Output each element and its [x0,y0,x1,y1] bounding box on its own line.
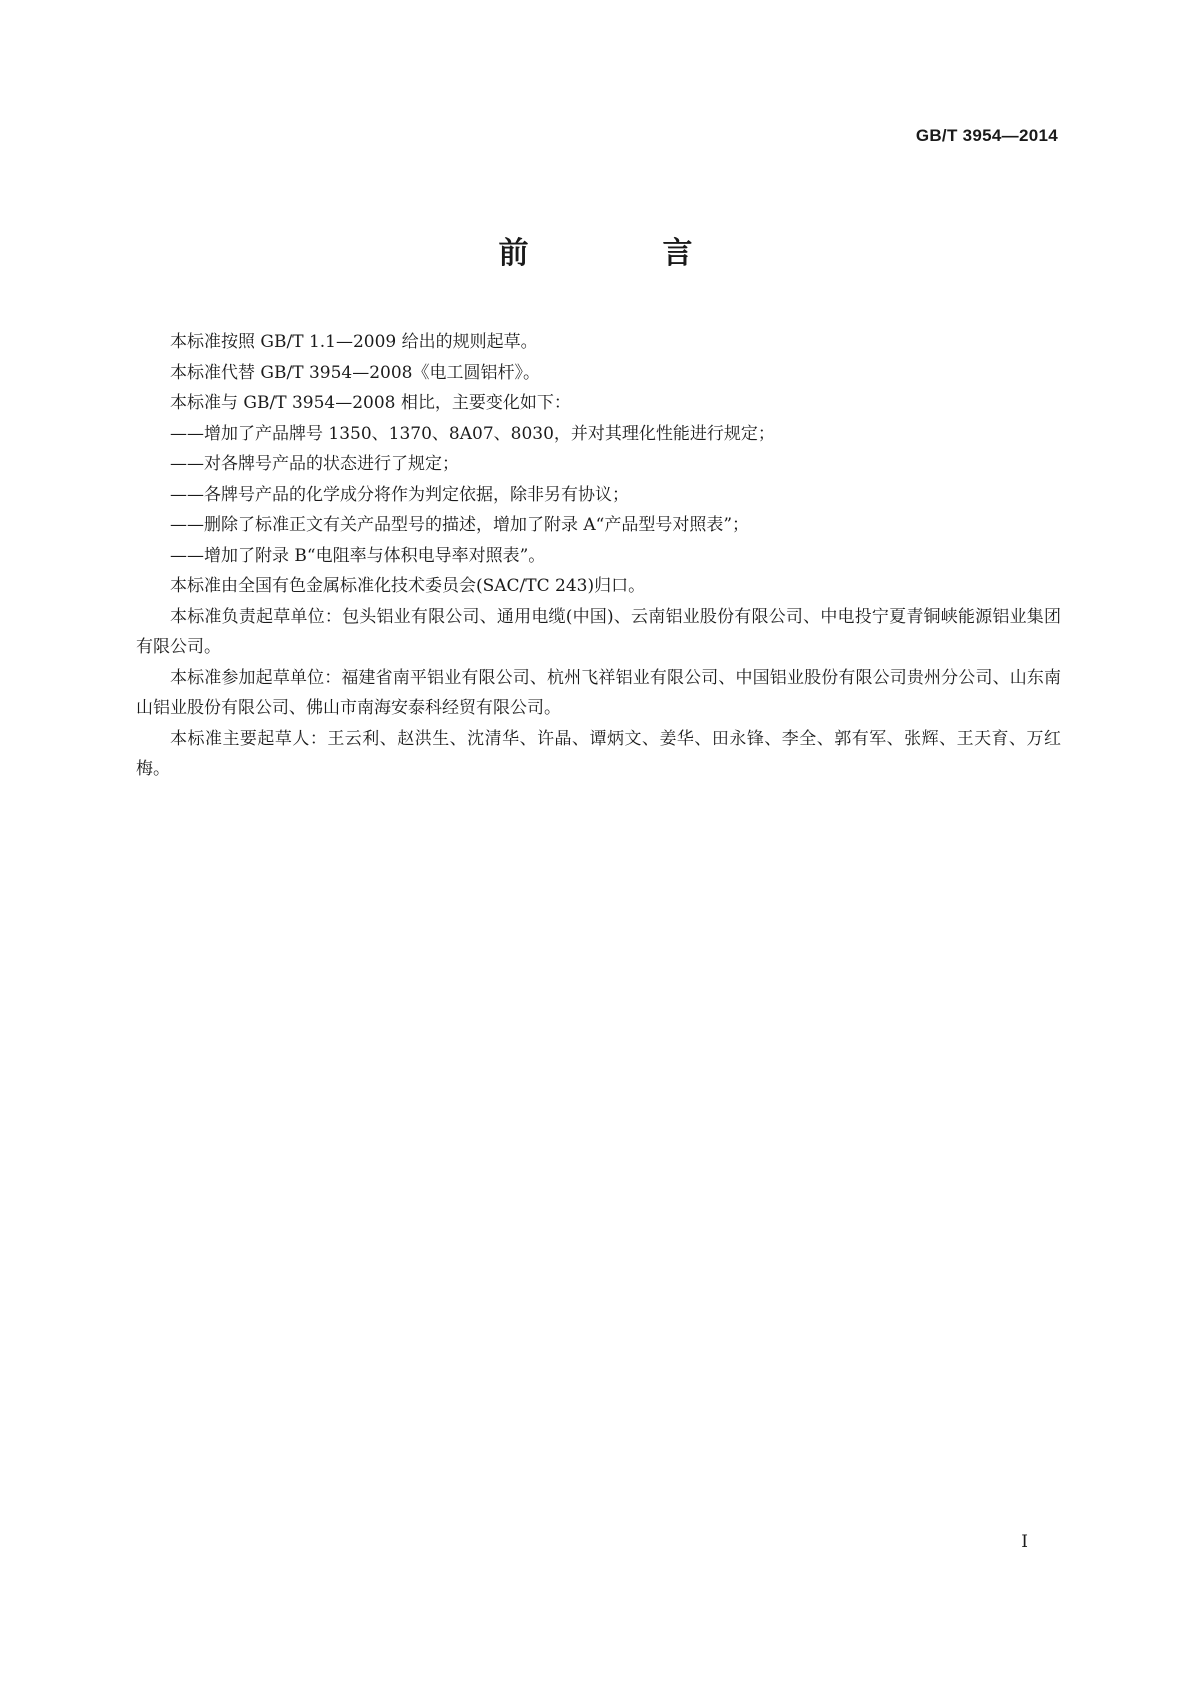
changes-intro-paragraph: 本标准与 GB/T 3954—2008 相比，主要变化如下： [170,393,571,413]
responsible-drafters-paragraph: 本标准负责起草单位：包头铝业有限公司、通用电缆(中国)、云南铝业股份有限公司、中电投宁夏青铜峡能源铝业集团有限公司。 [136,606,1061,657]
change-item: ——各牌号产品的化学成分将作为判定依据，除非另有协议； [170,484,629,505]
participating-drafters-paragraph: 本标准参加起草单位：福建省南平铝业有限公司、杭州飞祥铝业有限公司、中国铝业股份有限公司贵州分公司、山东南山铝业股份有限公司、佛山市南海安泰科经贸有限公司。 [136,667,1061,718]
page-title: 前 言 [498,236,745,271]
committee-paragraph: 本标准由全国有色金属标准化技术委员会(SAC/TC 243)归口。 [170,576,646,596]
change-item: ——删除了标准正文有关产品型号的描述，增加了附录 A“产品型号对照表”； [170,515,750,535]
standard-code: GB/T 3954—2014 [915,126,1058,145]
change-item: ——增加了附录 B“电阻率与体积电导率对照表”。 [170,545,546,566]
replaces-paragraph: 本标准代替 GB/T 3954—2008《电工圆铝杆》。 [170,362,540,383]
document-body [136,327,1061,785]
drafting-rules-paragraph: 本标准按照 GB/T 1.1—2009 给出的规则起草。 [170,332,538,352]
page-number: I [1021,1532,1028,1552]
main-drafters-paragraph: 本标准主要起草人：王云利、赵洪生、沈清华、许晶、谭炳文、姜华、田永锋、李全、郭有军、张辉、王天育、万红梅。 [136,728,1061,779]
change-item: ——增加了产品牌号 1350、1370、8A07、8030，并对其理化性能进行规定； [170,423,775,444]
change-item: ——对各牌号产品的状态进行了规定； [170,454,459,474]
